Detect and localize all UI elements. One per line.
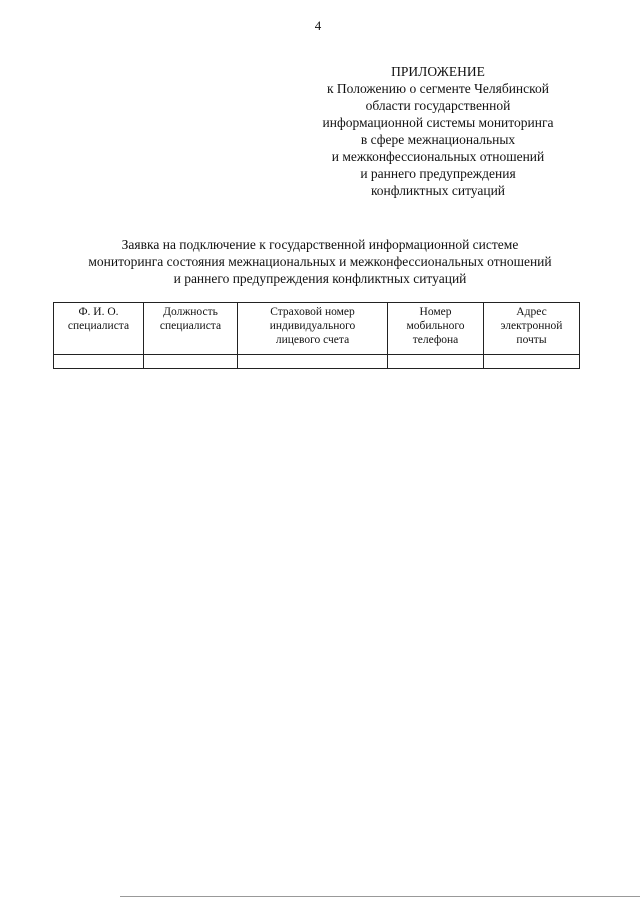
header-text: Ф. И. О. [78, 306, 119, 318]
bottom-scan-edge [120, 896, 640, 897]
header-text: специалиста [67, 320, 130, 332]
header-text: индивидуального [269, 320, 356, 332]
column-header-mobile-phone [388, 303, 484, 355]
appendix-heading: ПРИЛОЖЕНИЕ [391, 64, 485, 79]
column-header-full-name [54, 303, 144, 355]
header-text: лицевого счета [275, 334, 350, 346]
table-cell [238, 355, 388, 369]
request-title-line: Заявка на подключение к государственной информационной системе [121, 237, 519, 252]
header-text: телефона [412, 334, 459, 346]
appendix-line: и межконфессиональных отношений [331, 149, 545, 164]
header-text: электронной [500, 320, 563, 332]
header-text: специалиста [159, 320, 222, 332]
appendix-line: к Положению о сегменте Челябинской [327, 81, 549, 96]
header-text: мобильного [406, 320, 465, 332]
header-text: Должность [163, 306, 218, 318]
appendix-line: информационной системы мониторинга [322, 115, 554, 130]
page-number: 4 [314, 18, 322, 33]
header-text: Страховой номер [270, 306, 355, 318]
column-header-email [484, 303, 580, 355]
request-title [30, 236, 610, 287]
table-cell [144, 355, 238, 369]
appendix-block [296, 63, 580, 199]
request-title-line: мониторинга состояния межнациональных и межконфессиональных отношений [88, 254, 552, 269]
table-row [54, 355, 580, 369]
header-text: Номер [419, 306, 452, 318]
column-header-position [144, 303, 238, 355]
table-cell [484, 355, 580, 369]
appendix-line: и раннего предупреждения [360, 166, 516, 181]
table-cell [54, 355, 144, 369]
request-title-line: и раннего предупреждения конфликтных ситуаций [173, 271, 467, 286]
header-text: почты [516, 334, 547, 346]
header-text: Адрес [516, 306, 547, 318]
table-cell [388, 355, 484, 369]
specialist-table [53, 302, 580, 369]
appendix-line: в сфере межнациональных [360, 132, 516, 147]
column-header-insurance-number [238, 303, 388, 355]
appendix-line: конфликтных ситуаций [370, 183, 506, 198]
table-header-row [54, 303, 580, 355]
appendix-line: области государственной [365, 98, 511, 113]
